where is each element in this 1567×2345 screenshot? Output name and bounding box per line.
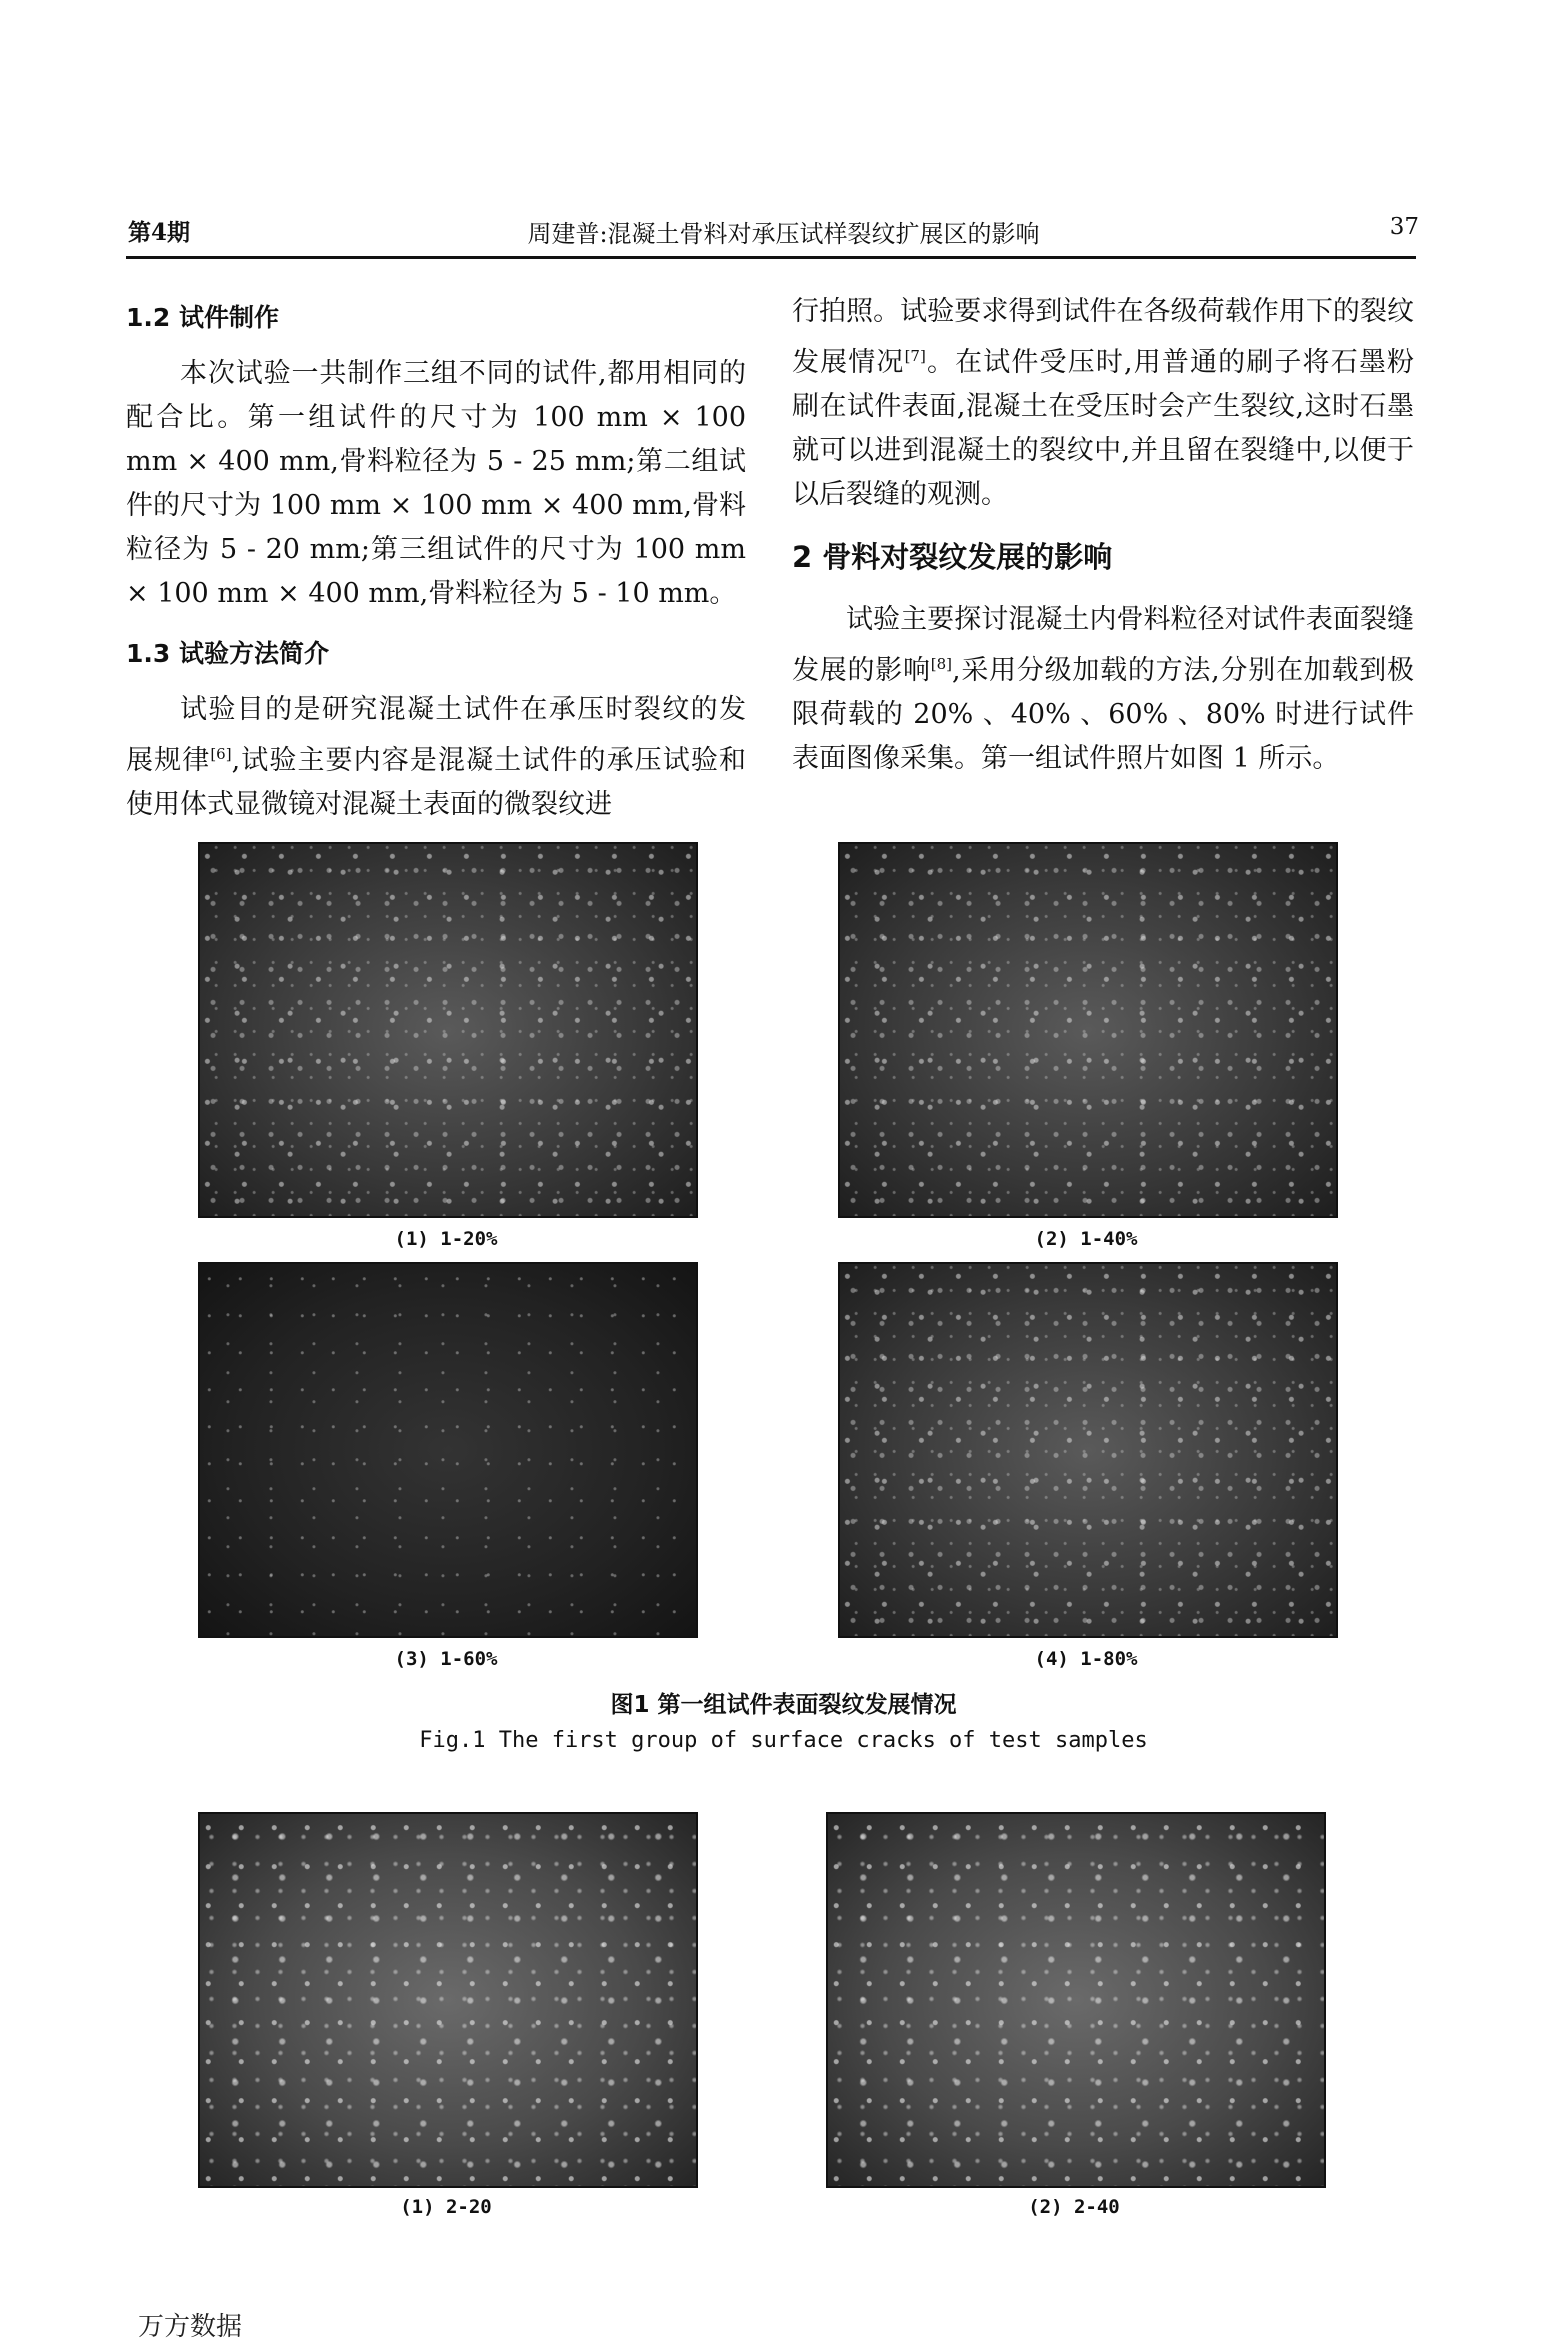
specimen-photo-1-40 — [838, 842, 1338, 1218]
section-heading-1-3: 1.3 试验方法简介 — [126, 639, 329, 668]
figure-1-caption-en: Fig.1 The first group of surface cracks of test samples — [419, 1728, 1148, 1753]
text-span: ,采用分级加载的方法,分别在加载到极限荷载的 20% 、40% 、60% 、80% 时进行试件表面图像采集。第一组试件照片如图 1 所示。 — [792, 655, 1415, 774]
text-span: 试验目的是研究混凝土试件在承压时裂纹的发展规律 — [126, 694, 746, 776]
specimen-photo-1-60 — [198, 1262, 698, 1638]
subcaption-1-60: (3) 1-60% — [394, 1648, 498, 1670]
running-title: 周建普:混凝土骨料对承压试样裂纹扩展区的影响 — [527, 220, 1040, 248]
citation-ref: [8] — [930, 655, 953, 673]
paragraph-aggregate-effect — [792, 598, 1414, 781]
citation-ref: [6] — [210, 745, 232, 763]
subcaption-2-40: (2) 2-40 — [1028, 2196, 1120, 2218]
left-column — [126, 290, 746, 845]
paragraph-specimen-preparation: 本次试验一共制作三组不同的试件,都用相同的配合比。第一组试件的尺寸为 100 mm × 100 mm × 400 mm,骨料粒径为 5 - 25 mm;第二组试件的尺寸为 100 mm × 100 mm × 400 mm,骨料粒径为 5 - 20 mm;第三组试件的尺寸为 100 mm × 100 mm × 400 mm,骨料粒径为 5 - 10 mm。 — [126, 358, 746, 609]
journal-issue: 第4期 — [128, 219, 191, 246]
text-span: 试验主要探讨混凝土内骨料粒径对试件表面裂缝发展的影响 — [792, 604, 1414, 686]
specimen-photo-1-80 — [838, 1262, 1338, 1638]
paragraph-test-method — [126, 688, 746, 827]
specimen-photo-2-40 — [826, 1812, 1326, 2188]
section-heading-2: 2 骨料对裂纹发展的影响 — [792, 540, 1113, 574]
subcaption-1-40: (2) 1-40% — [1034, 1228, 1138, 1250]
specimen-photo-2-20 — [198, 1812, 698, 2188]
text-span: ,试验主要内容是混凝土试件的承压试验和使用体式显微镜对混凝土表面的微裂纹进 — [126, 745, 746, 820]
subcaption-2-20: (1) 2-20 — [400, 2196, 492, 2218]
subcaption-1-20: (1) 1-20% — [394, 1228, 498, 1250]
watermark-text: 万方数据 — [138, 2312, 243, 2342]
section-heading-1-2: 1.2 试件制作 — [126, 303, 279, 332]
citation-ref: [7] — [904, 347, 926, 365]
text-span: 行拍照。试验要求得到试件在各级荷载作用下的裂纹发展情况 — [792, 296, 1414, 378]
header-rule — [126, 256, 1416, 259]
subcaption-1-80: (4) 1-80% — [1034, 1648, 1138, 1670]
text-span: 。在试件受压时,用普通的刷子将石墨粉刷在试件表面,混凝土在受压时会产生裂纹,这时石墨就可以进到混凝土的裂纹中,并且留在裂缝中,以便于以后裂缝的观测。 — [792, 347, 1414, 510]
figure-1-caption-cn: 图1 第一组试件表面裂纹发展情况 — [610, 1692, 957, 1718]
paragraph-continued — [792, 290, 1414, 517]
specimen-photo-1-20 — [198, 842, 698, 1218]
right-column — [792, 290, 1414, 799]
page-number: 37 — [1389, 214, 1419, 240]
